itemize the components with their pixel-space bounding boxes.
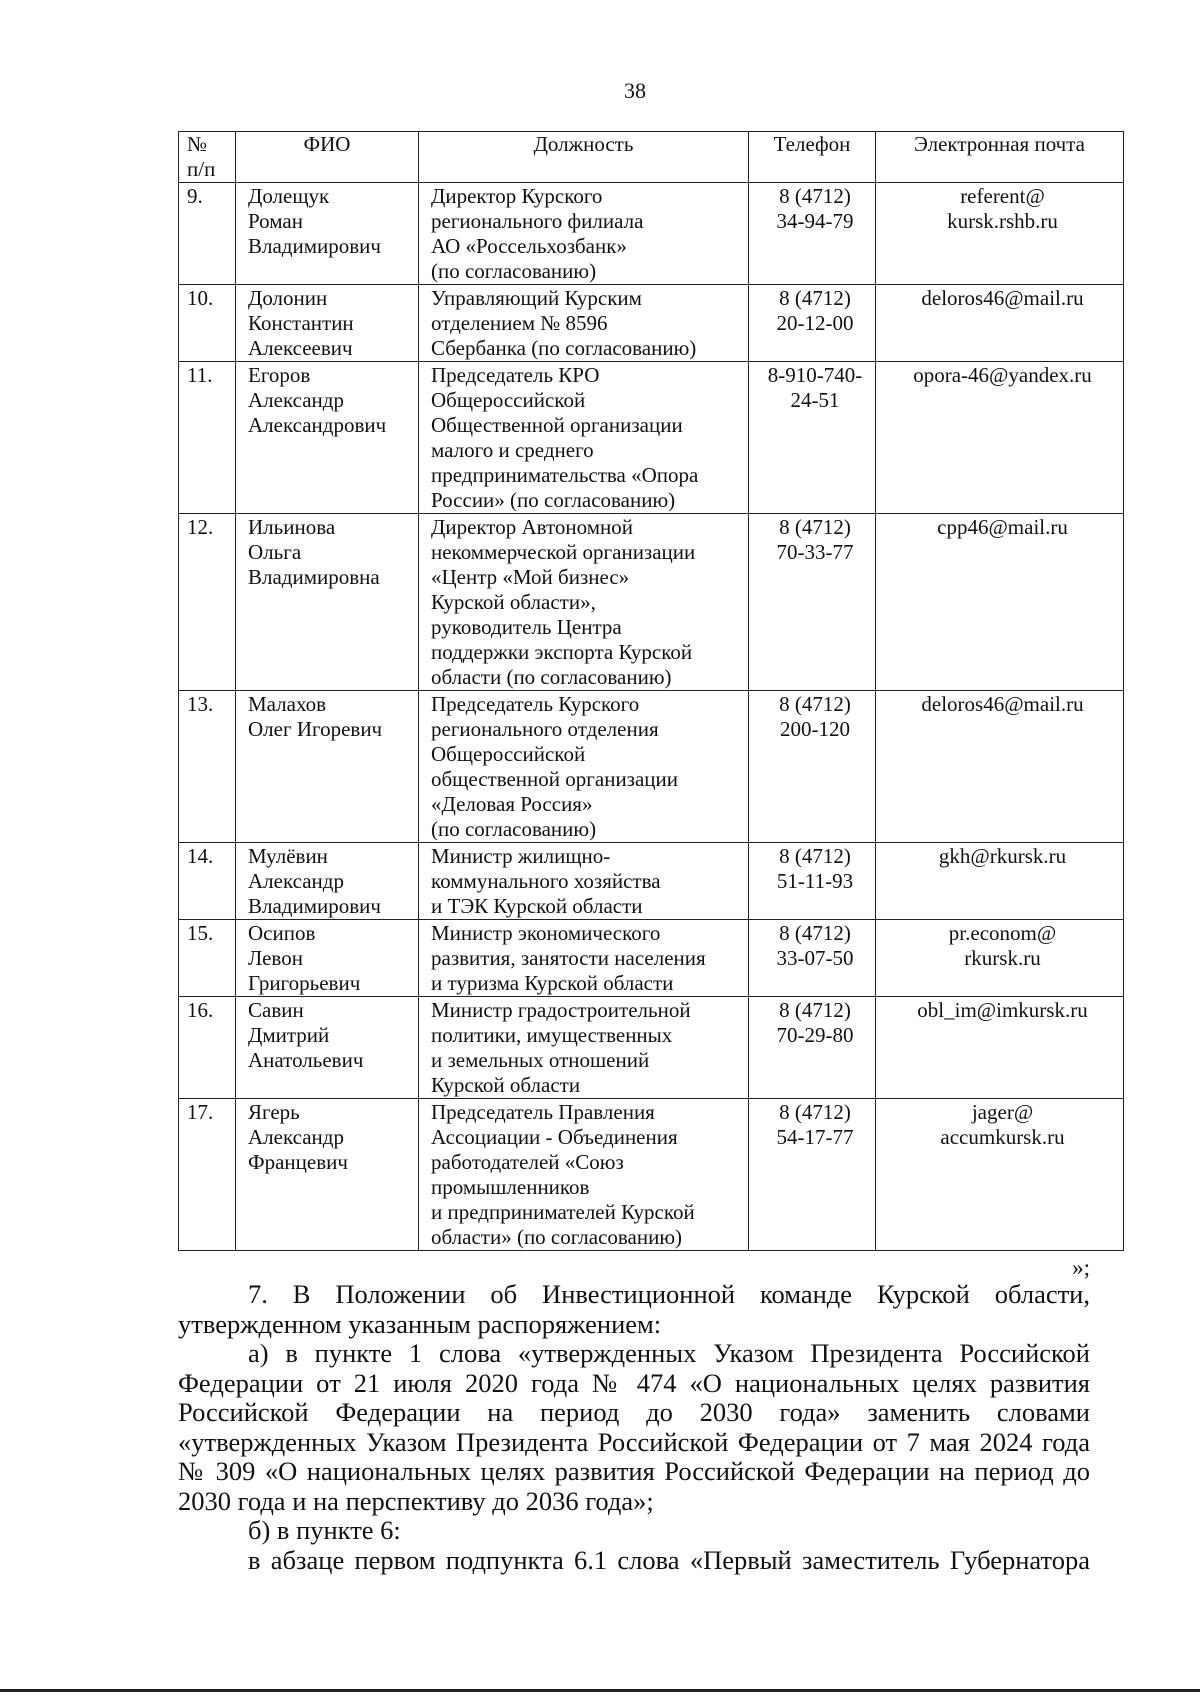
person-name-line: Францевич	[248, 1150, 348, 1174]
person-name-line: Савин	[248, 998, 304, 1022]
phone-number-cell	[749, 183, 876, 285]
person-position-line: Председатель Правления	[431, 1100, 655, 1124]
person-name-line: Долонин	[248, 286, 328, 310]
person-position-line: «Деловая Россия»	[431, 792, 593, 816]
person-position-line: малого и среднего	[431, 438, 594, 462]
header-email: Электронная почта	[876, 132, 1124, 183]
email-address-line: opora-46@yandex.ru	[913, 363, 1092, 387]
person-position-cell	[419, 1099, 749, 1251]
person-position-line: некоммерческой организации	[431, 540, 696, 564]
email-address-cell	[876, 997, 1124, 1099]
email-address-cell	[876, 183, 1124, 285]
person-name-line: Ильинова	[248, 515, 336, 539]
person-name-line: Левон	[248, 946, 303, 970]
person-name-cell	[236, 843, 419, 920]
person-position-line: Директор Автономной	[431, 515, 634, 539]
email-address-line: gkh@rkursk.ru	[938, 844, 1067, 868]
contacts-table	[178, 131, 1124, 1251]
person-name-line: Алексеевич	[248, 336, 353, 360]
person-position-line: Общественной организации	[431, 413, 683, 437]
email-address-line: accumkursk.ru	[940, 1125, 1065, 1149]
header-position: Должность	[419, 132, 749, 183]
person-position-cell	[419, 691, 749, 843]
person-position-line: Общероссийской	[431, 742, 586, 766]
header-number-line: п/п	[187, 157, 216, 181]
person-position-cell	[419, 362, 749, 514]
person-position-cell	[419, 183, 749, 285]
person-name-line: Александр	[248, 1125, 344, 1149]
person-position-line: (по согласованию)	[431, 259, 597, 283]
body-text	[178, 1280, 1090, 1575]
person-name-cell	[236, 285, 419, 362]
person-position-line: промышленников	[431, 1175, 590, 1199]
person-name-cell	[236, 183, 419, 285]
phone-number-line: 8 (4712)	[779, 844, 851, 868]
person-position-line: поддержки экспорта Курской	[431, 640, 693, 664]
phone-number-line: 34-94-79	[776, 209, 854, 233]
person-name-line: Владимирович	[248, 234, 381, 258]
person-position-line: (по согласованию)	[431, 817, 597, 841]
table-row	[179, 362, 1124, 514]
person-position-line: Общероссийской	[431, 388, 586, 412]
email-address-line: obl_im@imkursk.ru	[917, 998, 1088, 1022]
person-position-line: развития, занятости населения	[431, 946, 706, 970]
person-name-line: Александр	[248, 869, 344, 893]
phone-number-cell	[749, 920, 876, 997]
row-number-cell: 13.	[179, 691, 236, 843]
paragraph-b: б) в пункте 6:	[248, 1515, 401, 1545]
email-address-cell	[876, 362, 1124, 514]
phone-number-cell	[749, 1099, 876, 1251]
person-name-cell	[236, 362, 419, 514]
email-address-line: kursk.rshb.ru	[947, 209, 1058, 233]
person-position-line: Сбербанка (по согласованию)	[431, 336, 697, 360]
email-address-line: rkursk.ru	[964, 946, 1041, 970]
person-position-line: области» (по согласованию)	[431, 1225, 683, 1249]
email-address-cell	[876, 691, 1124, 843]
phone-number-cell	[749, 362, 876, 514]
phone-number-line: 33-07-50	[776, 946, 854, 970]
phone-number-line: 70-33-77	[776, 540, 854, 564]
person-name-line: Осипов	[248, 921, 316, 945]
person-name-line: Владимировна	[248, 565, 380, 589]
phone-number-cell	[749, 691, 876, 843]
phone-number-line: 24-51	[790, 388, 840, 412]
person-name-line: Роман	[248, 209, 303, 233]
phone-number-line: 70-29-80	[776, 1023, 854, 1047]
table-row	[179, 691, 1124, 843]
phone-number-line: 8-910-740-	[767, 363, 863, 387]
header-number	[179, 132, 236, 183]
person-position-line: России» (по согласованию)	[431, 488, 676, 512]
person-position-line: руководитель Центра	[431, 615, 622, 639]
person-name-line: Ольга	[248, 540, 302, 564]
phone-number-line: 54-17-77	[776, 1125, 854, 1149]
email-address-line: jager@	[971, 1100, 1034, 1124]
person-position-line: общественной организации	[431, 767, 679, 791]
email-address-cell	[876, 514, 1124, 691]
person-name-line: Анатольевич	[248, 1048, 364, 1072]
row-number-cell: 17.	[179, 1099, 236, 1251]
table-row	[179, 183, 1124, 285]
row-number-cell: 14.	[179, 843, 236, 920]
person-position-line: Директор Курского	[431, 184, 603, 208]
table-row	[179, 997, 1124, 1099]
person-position-line: «Центр «Мой бизнес»	[431, 565, 630, 589]
email-address-line: referent@	[960, 184, 1045, 208]
person-position-line: и предпринимателей Курской	[431, 1200, 695, 1224]
phone-number-line: 8 (4712)	[779, 921, 851, 945]
person-position-line: Министр экономического	[431, 921, 661, 945]
person-name-cell	[236, 1099, 419, 1251]
person-name-cell	[236, 920, 419, 997]
person-position-cell	[419, 920, 749, 997]
person-position-line: Курской области	[431, 1073, 581, 1097]
closing-quote-mark: »;	[1072, 1255, 1090, 1280]
row-number-cell: 11.	[179, 362, 236, 514]
person-position-line: отделением № 8596	[431, 311, 608, 335]
person-position-line: Курской области»,	[431, 590, 596, 614]
header-name: ФИО	[236, 132, 419, 183]
email-address-line: pr.econom@	[948, 921, 1057, 945]
person-position-line: области (по согласованию)	[431, 665, 672, 689]
email-address-cell	[876, 1099, 1124, 1251]
phone-number-cell	[749, 843, 876, 920]
phone-number-line: 20-12-00	[776, 311, 854, 335]
person-position-cell	[419, 514, 749, 691]
phone-number-line: 8 (4712)	[779, 692, 851, 716]
phone-number-line: 8 (4712)	[779, 184, 851, 208]
phone-number-line: 51-11-93	[776, 869, 854, 893]
row-number-cell: 12.	[179, 514, 236, 691]
person-position-line: регионального отделения	[431, 717, 659, 741]
page-number: 38	[624, 78, 646, 103]
person-position-line: и ТЭК Курской области	[431, 894, 643, 918]
person-name-cell	[236, 691, 419, 843]
email-address-cell	[876, 843, 1124, 920]
header-phone: Телефон	[749, 132, 876, 183]
person-name-line: Владимирович	[248, 894, 381, 918]
person-name-line: Малахов	[248, 692, 327, 716]
person-position-line: предпринимательства «Опора	[431, 463, 699, 487]
person-position-line: работодателей «Союз	[431, 1150, 624, 1174]
table-row	[179, 1099, 1124, 1251]
phone-number-line: 8 (4712)	[779, 286, 851, 310]
person-position-line: Председатель КРО	[431, 363, 600, 387]
person-position-line: регионального филиала	[431, 209, 644, 233]
person-name-line: Егоров	[248, 363, 311, 387]
header-number-line: №	[187, 132, 208, 156]
table-row	[179, 843, 1124, 920]
person-position-line: и туризма Курской области	[431, 971, 674, 995]
person-name-line: Олег Игоревич	[248, 717, 383, 741]
row-number-cell: 9.	[179, 183, 236, 285]
person-name-cell	[236, 514, 419, 691]
row-number-cell: 10.	[179, 285, 236, 362]
person-name-line: Григорьевич	[248, 971, 361, 995]
person-position-line: политики, имущественных	[431, 1023, 673, 1047]
phone-number-cell	[749, 514, 876, 691]
person-position-line: Министр жилищно-	[431, 844, 611, 868]
person-position-line: Управляющий Курским	[431, 286, 642, 310]
person-position-line: и земельных отношений	[431, 1048, 650, 1072]
person-name-cell	[236, 997, 419, 1099]
bottom-edge-rule	[0, 1689, 1200, 1692]
table-row	[179, 285, 1124, 362]
table-header-row	[179, 132, 1124, 183]
table-row	[179, 514, 1124, 691]
person-position-cell	[419, 997, 749, 1099]
person-position-cell	[419, 843, 749, 920]
paragraph-a: а) в пункте 1 слова «утвержденных Указом Президента Российской Федерации от 21 июля 2020 года № 474 «О национальных целях развития Российской Федерации на период до 2030 года» заменить словами «утвержденных Указом Президента Российской Федерации от 7 мая 2024 года № 309 «О национальных целях развития Российской Федерации на период до 2030 года и на перспективу до 2036 года»;	[178, 1338, 1090, 1516]
person-name-line: Александрович	[248, 413, 387, 437]
phone-number-cell	[749, 285, 876, 362]
person-position-line: Ассоциации - Объединения	[431, 1125, 678, 1149]
email-address-cell	[876, 285, 1124, 362]
phone-number-line: 8 (4712)	[779, 515, 851, 539]
person-position-line: АО «Россельхозбанк»	[431, 234, 627, 258]
paragraph-b-subitem: в абзаце первом подпункта 6.1 слова «Первый заместитель Губернатора	[248, 1544, 1090, 1575]
phone-number-line: 8 (4712)	[779, 1100, 851, 1124]
phone-number-line: 8 (4712)	[779, 998, 851, 1022]
person-name-line: Ягерь	[248, 1100, 300, 1124]
email-address-line: cpp46@mail.ru	[937, 515, 1068, 539]
email-address-line: deloros46@mail.ru	[921, 286, 1084, 310]
person-position-cell	[419, 285, 749, 362]
person-name-line: Дмитрий	[248, 1023, 330, 1047]
person-name-line: Мулёвин	[248, 844, 328, 868]
row-number-cell: 15.	[179, 920, 236, 997]
person-name-line: Долещук	[248, 184, 330, 208]
person-name-line: Александр	[248, 388, 344, 412]
person-position-line: Председатель Курского	[431, 692, 640, 716]
phone-number-cell	[749, 997, 876, 1099]
table-row	[179, 920, 1124, 997]
email-address-cell	[876, 920, 1124, 997]
paragraph-7: 7. В Положении об Инвестиционной команде Курской области, утвержденном указанным распоряжением:	[178, 1279, 1090, 1339]
table-body	[179, 183, 1124, 1251]
email-address-line: deloros46@mail.ru	[921, 692, 1084, 716]
person-position-line: Министр градостроительной	[431, 998, 691, 1022]
phone-number-line: 200-120	[780, 717, 850, 741]
person-name-line: Константин	[248, 311, 354, 335]
row-number-cell: 16.	[179, 997, 236, 1099]
person-position-line: коммунального хозяйства	[431, 869, 661, 893]
